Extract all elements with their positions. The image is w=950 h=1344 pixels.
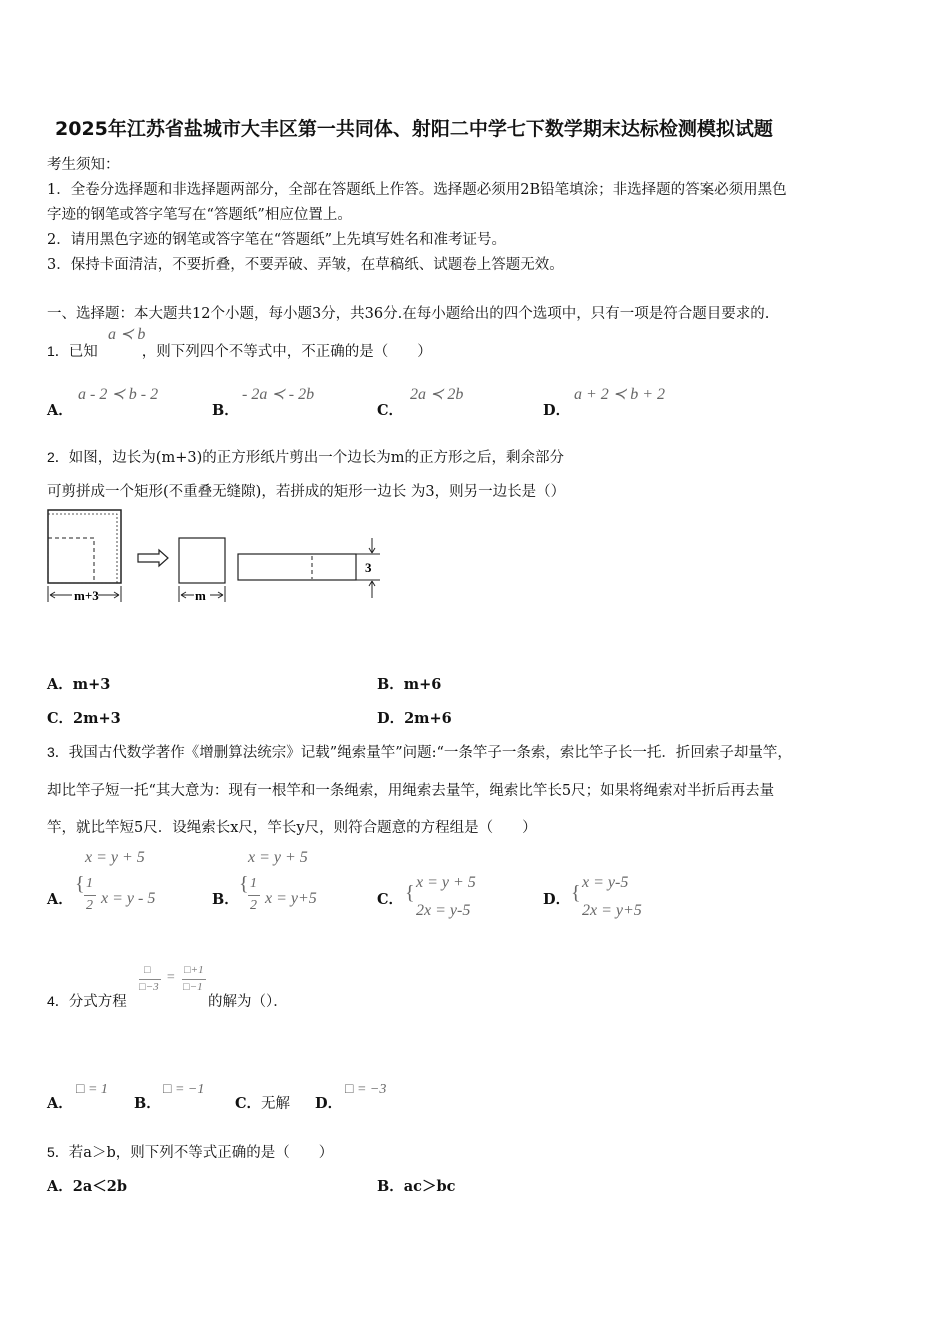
label-3: 3	[365, 560, 372, 575]
q1-option-a: a - 2 ≺ b - 2	[78, 386, 159, 403]
q1-option-d-label: D．	[543, 402, 571, 419]
hollow-arrow-icon	[138, 550, 168, 566]
label-m-plus-3: m+3	[74, 588, 99, 603]
q4-rhs-num: □+1	[184, 964, 204, 976]
q5-text: 若a＞b，则下列不等式正确的是（ ）	[68, 1145, 334, 1161]
q3-option-a-frac-den: 2	[86, 898, 93, 913]
q1-option-c: 2a ≺ 2b	[410, 386, 464, 403]
q2-option-c: C．2m+3	[47, 710, 121, 727]
q3-option-b-label: B．	[212, 891, 239, 908]
q3-stem-line-3: 竿，就比竿短5尺．设绳索长x尺，竿长y尺，则符合题意的方程组是（ ）	[47, 820, 537, 836]
q5-option-b: B．ac＞bc	[377, 1178, 456, 1195]
q3-option-d-eq2: 2x = y+5	[582, 902, 642, 919]
big-square-border-dash	[48, 514, 117, 583]
q3-option-c-eq1: x = y + 5	[416, 874, 476, 891]
q2-figure	[44, 506, 389, 606]
q4-equals: =	[166, 970, 176, 985]
q3-option-d-brace: {	[571, 882, 581, 904]
q1-condition: a ≺ b	[108, 326, 146, 343]
q4-lhs-num: □	[144, 964, 151, 976]
q4-number: 4．	[47, 993, 69, 1009]
q4-option-d: □ = −3	[345, 1082, 387, 1097]
q1-text-a: 已知	[68, 344, 98, 360]
q2-option-a: A．m+3	[47, 676, 111, 693]
q3-option-b-brace: {	[239, 873, 249, 895]
q3-option-a-eq1: x = y + 5	[85, 849, 145, 866]
q3-stem-line-2: 却比竿子短一托“其大意为：现有一根竿和一条绳索，用绳索去量竿，绳索比竿长5尺；如果将绳索对半折后再去量	[47, 783, 775, 799]
q3-option-c-brace: {	[405, 882, 415, 904]
q5-stem	[47, 1141, 333, 1162]
q3-option-b-eq2: x = y+5	[265, 890, 317, 907]
notice-line-2: 2．请用黑色字迹的钢笔或答字笔在“答题纸”上先填写姓名和准考证号。	[47, 232, 507, 248]
q3-option-a-label: A．	[47, 891, 73, 908]
small-square	[179, 538, 225, 583]
q4-option-b: □ = −1	[163, 1082, 205, 1097]
q3-option-c-label: C．	[377, 891, 404, 908]
section-heading: 一、选择题：本大题共12个小题，每小题3分，共36分.在每小题给出的四个选项中，只有一项是符合题目要求的.	[47, 306, 770, 322]
q2-stem-line-1	[47, 446, 564, 467]
q4-option-c: C．无解	[235, 1095, 291, 1112]
q3-stem-line-1	[47, 741, 792, 762]
page-title: 2025年江苏省盐城市大丰区第一共同体、射阳二中学七下数学期末达标检测模拟试题	[55, 118, 773, 140]
q3-option-a-frac-num: 1	[86, 876, 93, 891]
q2-stem-line-2: 可剪拼成一个矩形(不重叠无缝隙)，若拼成的矩形一边长 为3，则另一边长是（）	[47, 484, 566, 500]
q3-option-b-frac-den: 2	[250, 898, 257, 913]
q1-option-c-label: C．	[377, 402, 404, 419]
label-m: m	[195, 588, 206, 603]
q3-number: 3．	[47, 744, 69, 760]
notice-line-1: 1．全卷分选择题和非选择题两部分，全部在答题纸上作答。选择题必须用2B铅笔填涂；非选择题的答案必须用黑色	[47, 182, 787, 198]
q3-option-a-eq2: x = y - 5	[101, 890, 156, 907]
big-square	[48, 510, 121, 583]
q4-option-d-label: D．	[315, 1095, 343, 1112]
q4-option-a: □ = 1	[76, 1082, 108, 1097]
q4-lhs-den: □−3	[139, 981, 159, 993]
q1-stem	[47, 340, 432, 361]
q3-option-b-frac-num: 1	[250, 876, 257, 891]
q2-option-b: B．m+6	[377, 676, 442, 693]
q3-option-a-brace: {	[75, 873, 85, 895]
q3-option-d-label: D．	[543, 891, 571, 908]
q1-option-b: - 2a ≺ - 2b	[242, 386, 315, 403]
q4-text-b: 的解为（）．	[208, 994, 288, 1010]
notice-heading: 考生须知：	[47, 157, 120, 173]
q4-rhs-den: □−1	[183, 981, 203, 993]
notice-line-1b: 字迹的钢笔或答字笔写在“答题纸”相应位置上。	[47, 207, 352, 223]
q2-number: 2．	[47, 449, 69, 465]
q4-option-a-label: A．	[47, 1095, 73, 1112]
q3-option-d-eq1: x = y-5	[582, 874, 629, 891]
q2-text-1: 如图，边长为(m+3)的正方形纸片剪出一个边长为m的正方形之后，剩余部分	[68, 450, 564, 466]
q4-text-a: 分式方程	[68, 994, 127, 1010]
q1-option-b-label: B．	[212, 402, 239, 419]
q1-option-a-label: A．	[47, 402, 73, 419]
q1-option-d: a + 2 ≺ b + 2	[574, 386, 665, 403]
notice-line-3: 3．保持卡面清洁，不要折叠，不要弄破、弄皱，在草稿纸、试题卷上答题无效。	[47, 257, 564, 273]
q3-option-c-eq2: 2x = y-5	[416, 902, 471, 919]
cut-line	[48, 538, 94, 583]
q3-option-b-eq1: x = y + 5	[248, 849, 308, 866]
result-rectangle	[238, 554, 356, 580]
q5-option-a: A．2a＜2b	[47, 1178, 127, 1195]
q1-text-b: ，则下列四个不等式中，不正确的是（ ）	[141, 344, 432, 360]
q5-number: 5．	[47, 1144, 69, 1160]
q1-number: 1．	[47, 343, 69, 359]
q4-stem	[47, 990, 127, 1011]
q3-text-1: 我国古代数学著作《增删算法统宗》记载”绳索量竿”问题:“一条竿子一条索，索比竿子长一托．折回索子却量竿，	[68, 745, 792, 761]
q2-option-d: D．2m+6	[377, 710, 452, 727]
q4-option-b-label: B．	[134, 1095, 161, 1112]
